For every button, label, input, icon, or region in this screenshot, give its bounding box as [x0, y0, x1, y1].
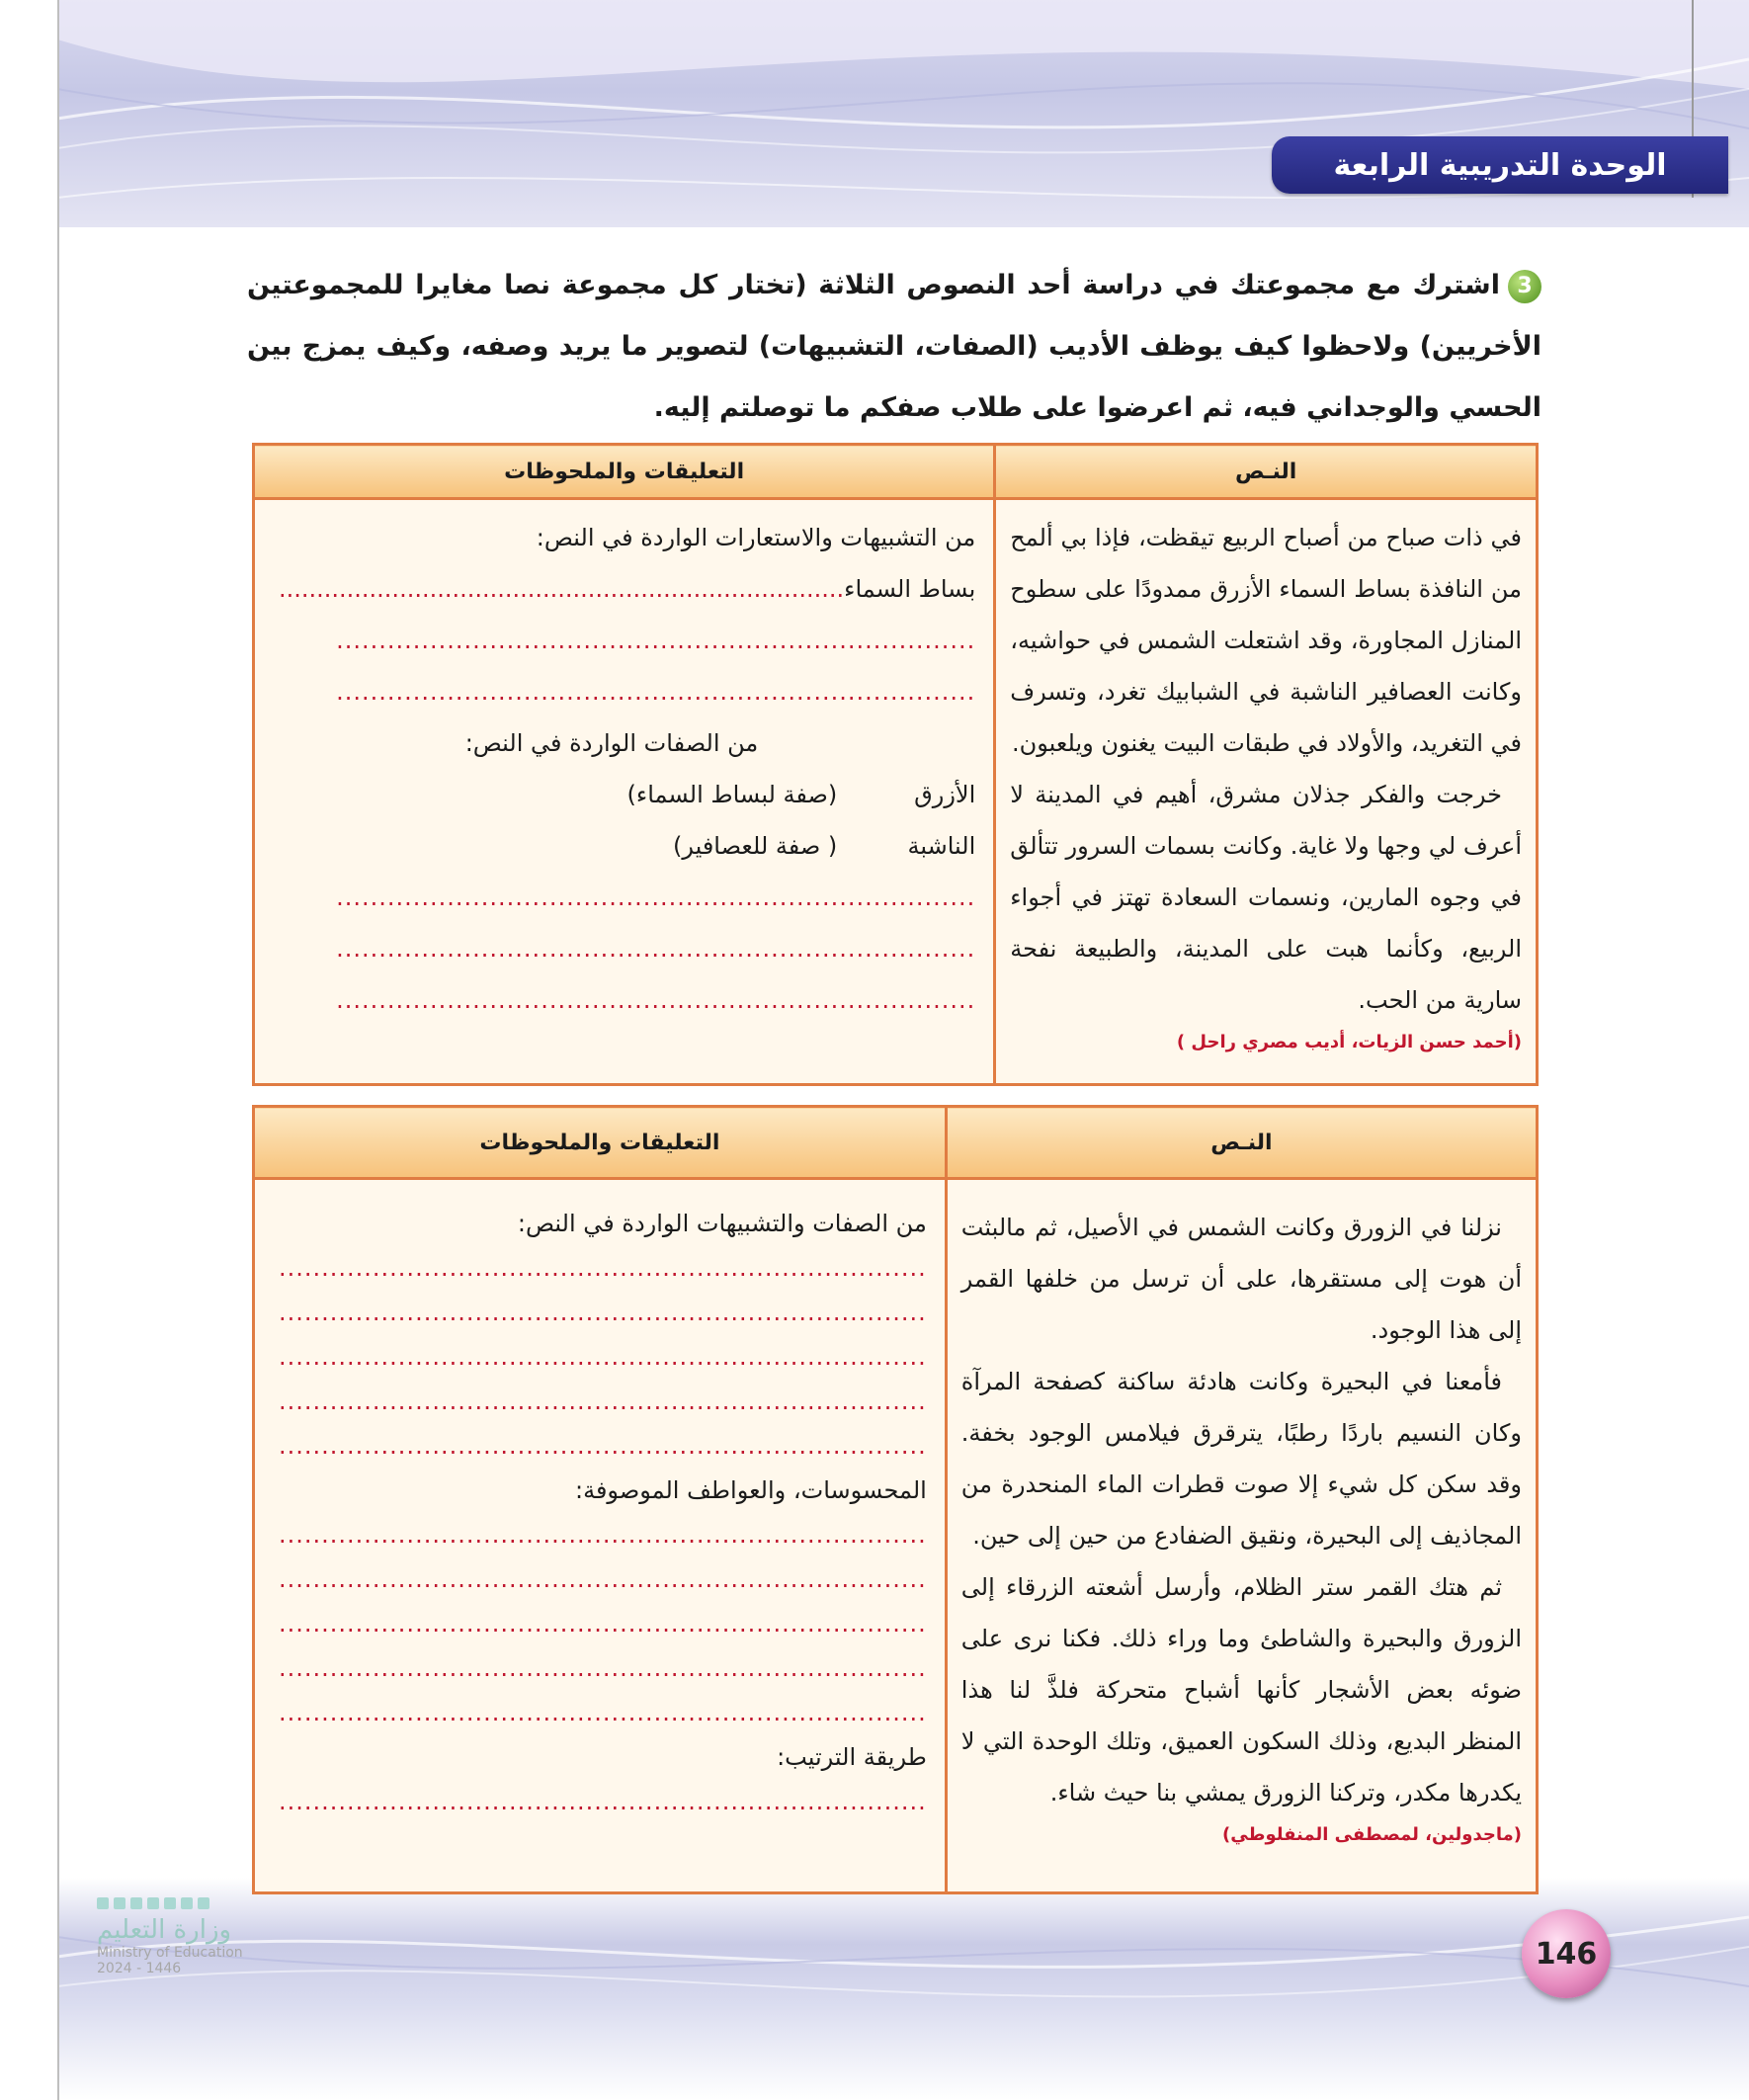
table2-notes-heading1: من الصفات والتشبيهات الواردة في النص: [517, 1210, 927, 1237]
table2-paragraph: ثم هتك القمر ستر الظلام، وأرسل أشعته الزرقاء إلى الزورق والبحيرة والشاطئ وما وراء ذلك. فكنا نرى على ضوئه بعض الأشجار كأنها أشباح متحركة فلذَّ لنا هذا المنظر البديع، وذلك السكون العميق، وتلك الوحدة التي لا يكدرها مكدر، وتركنا الزورق يمشي بنا حيث شاء. [960, 1573, 1522, 1806]
ministry-logo-icon [97, 1897, 255, 1909]
table1-credit: (أحمد حسن الزيات، أديب مصري راحل ) [1176, 1032, 1522, 1052]
unit-title-banner: الوحدة التدريبية الرابعة [1272, 136, 1728, 194]
table2-header-text: النـص [946, 1107, 1537, 1179]
answer-dots[interactable]: ........................................................................... [336, 883, 976, 911]
table2-paragraph: نزلنا في الزورق وكانت الشمس في الأصيل، ثم مالبثت أن هوت إلى مستقرها، على أن ترسل من خلفها القمر إلى هذا الوجود. [960, 1214, 1522, 1344]
table1-adjective-row [279, 820, 975, 872]
answer-dots[interactable]: ........................................................................... [336, 678, 976, 706]
table2-credit: (ماجدولين، لمصطفى المنفلوطي) [1222, 1824, 1522, 1845]
answer-dots[interactable]: ........................................................................... [336, 935, 976, 963]
answer-dots[interactable]: ............................................................................ [279, 1521, 927, 1549]
page-number-badge: 146 [1522, 1909, 1611, 1998]
table1-notes-example: بساط السماء [844, 575, 976, 603]
answer-dots[interactable]: ............................................................................ [279, 1432, 927, 1460]
ministry-year: 2024 - 1446 [97, 1961, 182, 1976]
table2-notes-heading3: طريقة الترتيب: [777, 1743, 927, 1771]
answer-dots[interactable]: ............................................................................ [279, 1254, 927, 1282]
answer-dots[interactable]: ............................................................................ [279, 1788, 927, 1815]
ministry-name-en: Ministry of Education [97, 1945, 243, 1961]
table1-passage-cell [995, 499, 1538, 1085]
ministry-name-ar: وزارة التعليم [97, 1915, 232, 1945]
question-block [247, 255, 1541, 439]
table2-notes-cell [254, 1179, 947, 1893]
table2-passage-cell [946, 1179, 1537, 1893]
text-table-1 [252, 443, 1539, 1086]
table1-paragraph: خرجت والفكر جذلان مشرق، أهيم في المدينة لا أعرف لي وجها ولا غاية. وكانت بسمات السرور تتألق في وجوه المارين، ونسمات السعادة تهتز في أجواء الربيع، وكأنما هبت على المدينة، والطبيعة نفحة سارية من الحب. [1010, 781, 1522, 1014]
footer-wave-decoration [57, 1878, 1749, 2100]
adjective-note: (صفة لبساط السماء) [626, 781, 838, 808]
text-table-2 [252, 1105, 1539, 1894]
ministry-watermark [97, 1897, 255, 1976]
table1-notes-example-row [279, 563, 975, 615]
answer-dots[interactable]: ............................................................................ [279, 1299, 927, 1326]
answer-dots[interactable]: ........................................................................... [336, 627, 976, 654]
answer-dots[interactable]: ............................................................................ [279, 1654, 927, 1682]
table1-header-text: النـص [995, 445, 1538, 499]
answer-dots[interactable]: ............................................................................ [279, 1343, 927, 1371]
adjective-word: الأزرق [914, 781, 976, 808]
answer-dots[interactable]: ............................................................................ [279, 1610, 927, 1638]
table1-notes-heading1: من التشبيهات والاستعارات الواردة في النص: [536, 524, 976, 551]
table1-notes-cell [254, 499, 995, 1085]
answer-dots[interactable]: ............................................................................ [279, 1387, 927, 1415]
table2-notes-heading2: المحسوسات، والعواطف الموصوفة: [575, 1476, 927, 1504]
table1-paragraph: في ذات صباح من أصباح الربيع تيقظت، فإذا بي ألمح من النافذة بساط السماء الأزرق ممدودًا على سطوح المنازل المجاورة، وقد اشتعلت الشمس في حواشيه، وكانت العصافير الناشبة في الشبابيك تغرد، وتسرف في التغريد، والأولاد في طبقات البيت يغنون ويلعبون. [1010, 524, 1522, 757]
adjective-word: الناشبة [907, 832, 976, 860]
answer-dots[interactable]: ............................................................................ [279, 1699, 927, 1726]
page-margin-rule [57, 0, 59, 2100]
table2-header-notes: التعليقات والملحوظات [254, 1107, 947, 1179]
table1-header-notes: التعليقات والملحوظات [254, 445, 995, 499]
question-number-badge: 3 [1508, 270, 1541, 303]
answer-dots[interactable]: ........................................................................... [279, 575, 845, 603]
table1-notes-heading2: من الصفات الواردة في النص: [464, 729, 759, 757]
question-text: اشترك مع مجموعتك في دراسة أحد النصوص الثلاثة (تختار كل مجموعة نصا مغايرا للمجموعتين الأخريين) ولاحظوا كيف يوظف الأديب (الصفات، التشبيهات) لتصوير ما يريد وصفه، وكيف يمزج بين الحسي والوجداني فيه، ثم اعرضوا على طلاب صفكم ما توصلتم إليه. [247, 270, 1541, 423]
adjective-note: ( صفة للعصافير) [672, 832, 838, 860]
answer-dots[interactable]: ........................................................................... [336, 986, 976, 1014]
table1-adjective-row [279, 769, 975, 820]
answer-dots[interactable]: ............................................................................ [279, 1565, 927, 1593]
table2-paragraph: فأمعنا في البحيرة وكانت هادئة ساكنة كصفحة المرآة وكان النسيم باردًا رطبًا، يترقرق فيلامس الوجود بخفة. وقد سكن كل شيء إلا صوت قطرات الماء المنحدرة من المجاذيف إلى البحيرة، ونقيق الضفادع من حين إلى حين. [960, 1368, 1522, 1550]
